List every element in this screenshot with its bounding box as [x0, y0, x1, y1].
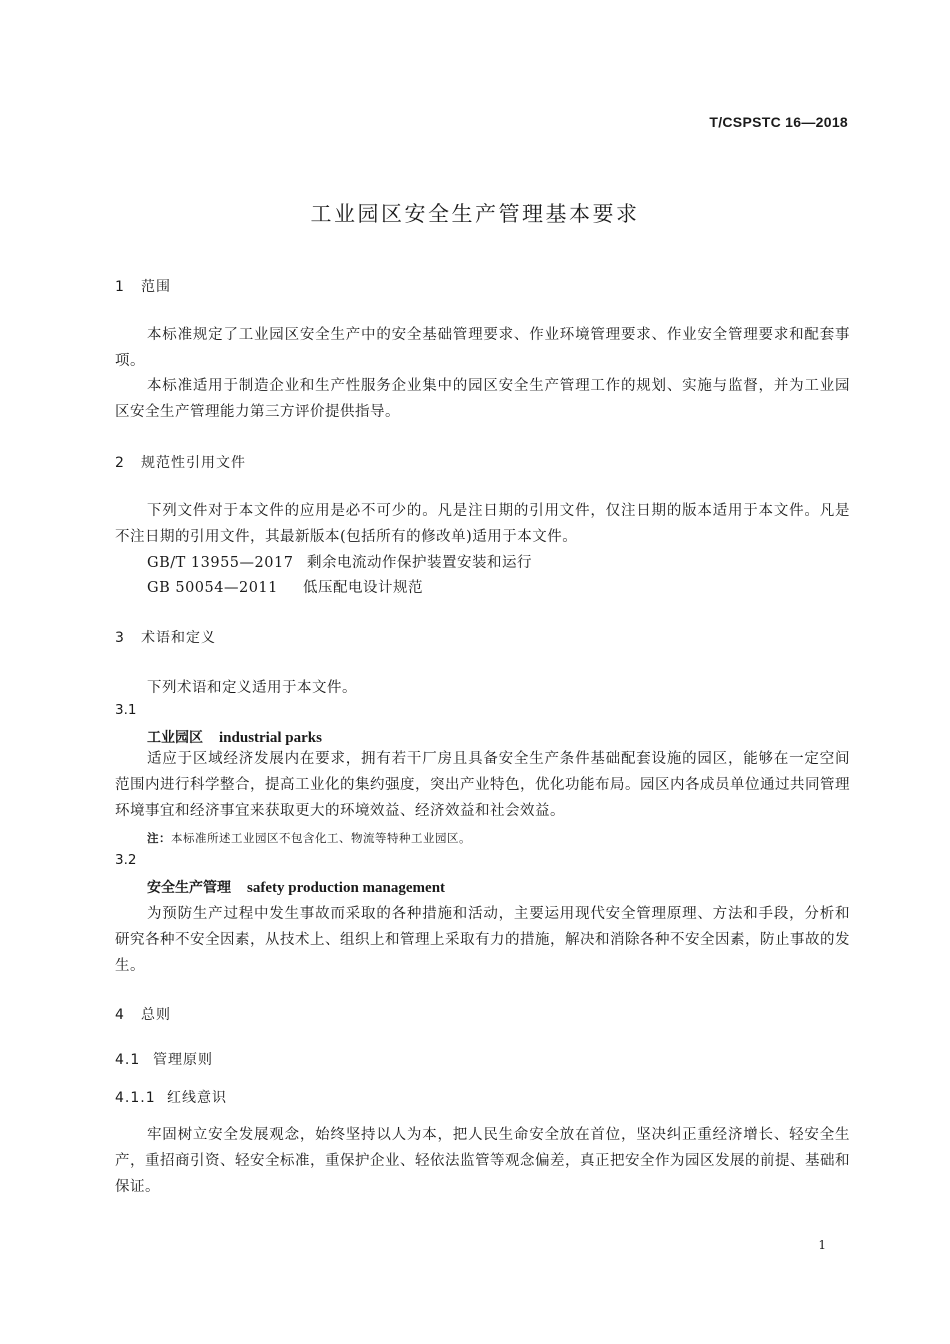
- term-note: [147, 830, 471, 846]
- reference-code: GB 50054—2011: [147, 580, 278, 596]
- subsection-number: 4.1.1: [115, 1090, 156, 1106]
- term-number: 3.1: [115, 702, 137, 718]
- section-2-paragraph-1: 下列文件对于本文件的应用是必不可少的。凡是注日期的引用文件，仅注日期的版本适用于本文件。凡是不注日期的引用文件，其最新版本(包括所有的修改单)适用于本文件。: [115, 503, 850, 545]
- section-title: 术语和定义: [141, 630, 216, 646]
- section-4-paragraph-1: 牢固树立安全发展观念，始终坚持以人为本，把人民生命安全放在首位，坚决纠正重经济增长、轻安全生产，重招商引资、轻安全标准，重保护企业、轻依法监管等观念偏差，真正把安全作为园区发展的前提、基础和保证。: [115, 1127, 850, 1195]
- term-english: safety production management: [247, 880, 446, 896]
- subsection-number: 4.1: [115, 1052, 141, 1068]
- reference-code: GB/T 13955—2017: [147, 555, 294, 571]
- term-heading: [147, 727, 322, 747]
- standard-code: T/CSPSTC 16—2018: [709, 114, 848, 130]
- section-3-heading: [115, 627, 216, 647]
- section-1-heading: [115, 276, 171, 296]
- note-text: 本标准所述工业园区不包含化工、物流等特种工业园区。: [171, 831, 471, 845]
- subsection-title: 管理原则: [153, 1052, 213, 1068]
- note-label: 注：: [147, 831, 171, 845]
- normative-reference: [147, 576, 423, 597]
- term-english: industrial parks: [219, 730, 322, 746]
- term-heading: [147, 877, 445, 897]
- term-chinese: 工业园区: [147, 730, 203, 746]
- section-1-paragraph-2: 本标准适用于制造企业和生产性服务企业集中的园区安全生产管理工作的规划、实施与监督，并为工业园区安全生产管理能力第三方评价提供指导。: [115, 378, 850, 420]
- section-number: 1: [115, 279, 125, 295]
- section-2-heading: [115, 452, 246, 472]
- subsection-4-1-1-heading: [115, 1087, 227, 1107]
- section-1-paragraph-1: 本标准规定了工业园区安全生产中的安全基础管理要求、作业环境管理要求、作业安全管理要求和配套事项。: [115, 327, 850, 369]
- page-number: 1: [818, 1238, 826, 1252]
- term-chinese: 安全生产管理: [147, 880, 231, 896]
- normative-reference: [147, 551, 532, 572]
- section-title: 总则: [141, 1007, 171, 1023]
- reference-name: 剩余电流动作保护装置安装和运行: [307, 555, 532, 571]
- subsection-4-1-heading: [115, 1049, 213, 1069]
- term-definition: 适应于区域经济发展内在要求，拥有若干厂房且具备安全生产条件基础配套设施的园区，能够在一定空间范围内进行科学整合，提高工业化的集约强度，突出产业特色，优化功能布局。园区内各成员单位通过共同管理环境事宜和经济事宜来获取更大的环境效益、经济效益和社会效益。: [115, 751, 850, 819]
- term-definition: 为预防生产过程中发生事故而采取的各种措施和活动，主要运用现代安全管理原理、方法和手段，分析和研究各种不安全因素，从技术上、组织上和管理上采取有力的措施，解决和消除各种不安全因素，防止事故的发生。: [115, 906, 850, 974]
- section-number: 2: [115, 455, 125, 471]
- section-title: 范围: [141, 279, 171, 295]
- section-4-heading: [115, 1004, 171, 1024]
- section-number: 4: [115, 1007, 125, 1023]
- reference-name: 低压配电设计规范: [303, 580, 423, 596]
- section-number: 3: [115, 630, 125, 646]
- document-title: 工业园区安全生产管理基本要求: [310, 202, 640, 226]
- terms-intro: 下列术语和定义适用于本文件。: [147, 680, 357, 696]
- term-number: 3.2: [115, 852, 137, 868]
- subsection-title: 红线意识: [167, 1090, 227, 1106]
- section-title: 规范性引用文件: [141, 455, 246, 471]
